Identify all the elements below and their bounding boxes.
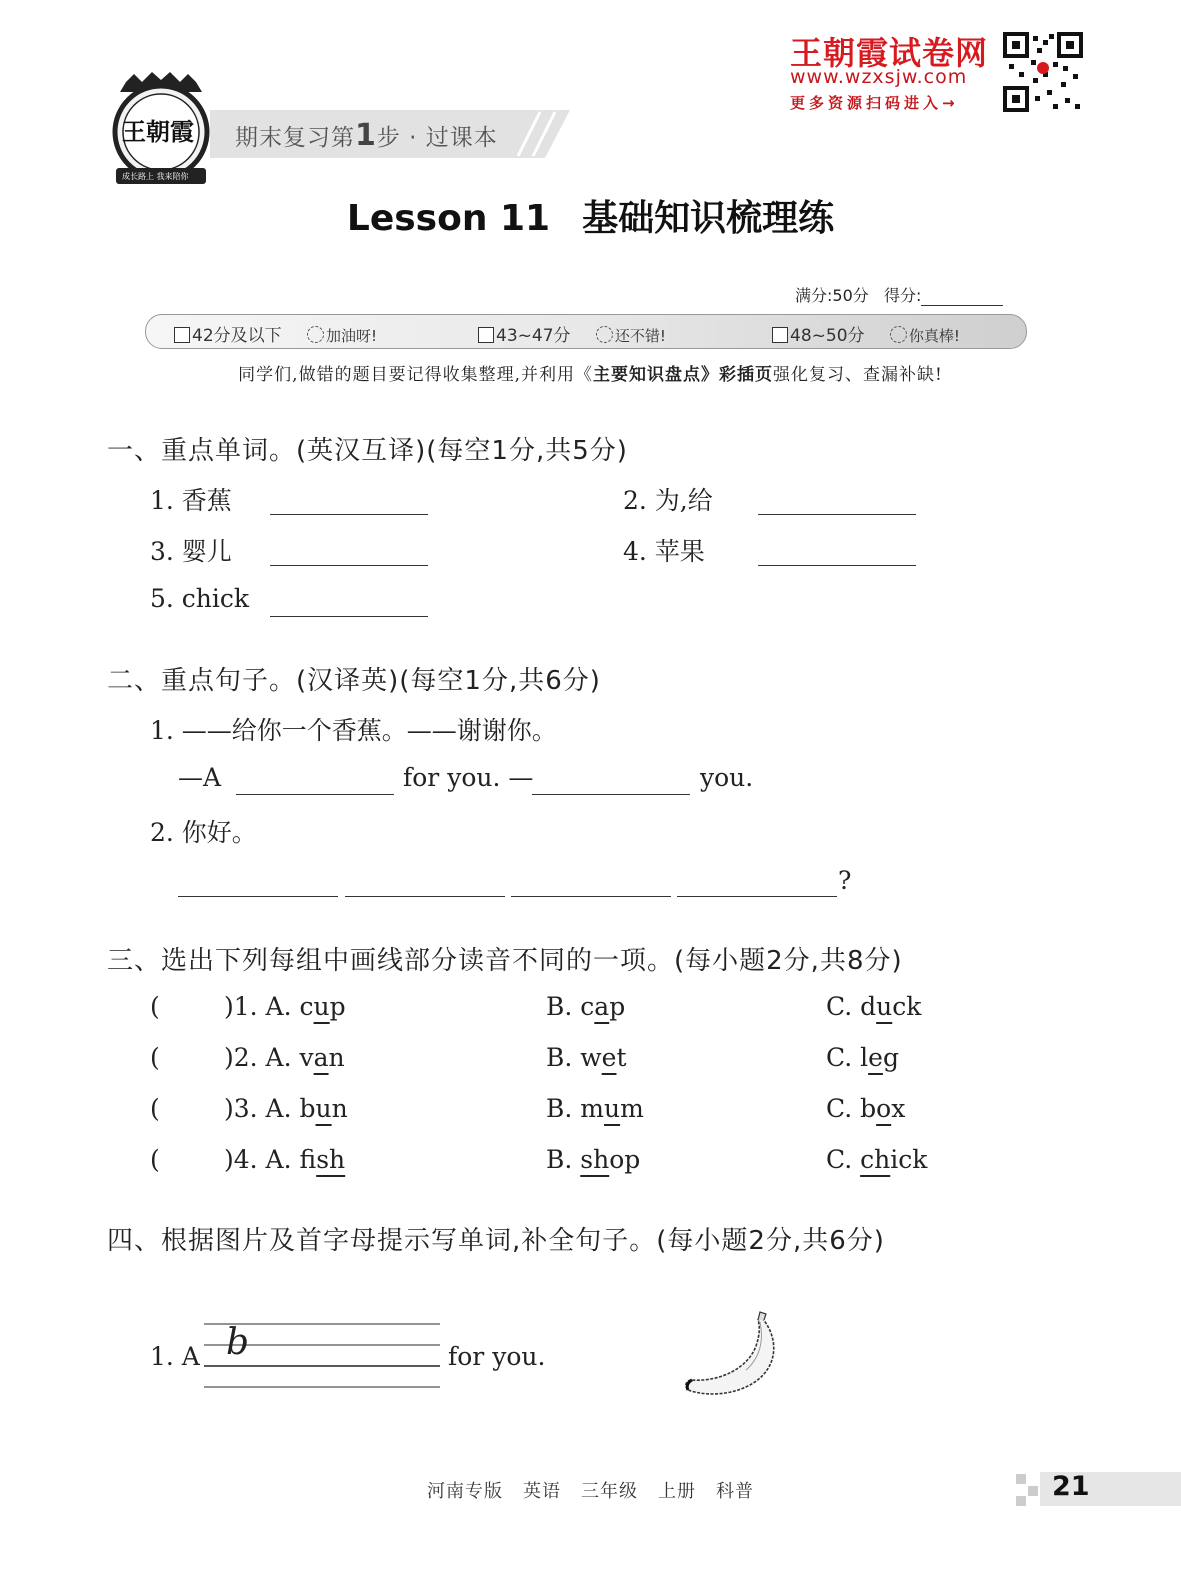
word-item: 5. chick <box>150 584 250 613</box>
corner-square <box>1016 1496 1026 1506</box>
grade-checkbox[interactable] <box>174 327 190 343</box>
logo-text: 王朝霞 <box>122 117 194 146</box>
grade-checkbox[interactable] <box>772 327 788 343</box>
grade-item: 43~47分 还不错! <box>478 321 666 346</box>
banana-icon <box>680 1310 788 1402</box>
smiley-icon <box>307 326 324 343</box>
answer-blank[interactable] <box>758 514 916 515</box>
answer-blank[interactable] <box>677 896 837 897</box>
choice-c: C. duck <box>826 992 922 1021</box>
answer-blank[interactable] <box>270 565 428 566</box>
sentence-q1-c: you. <box>700 763 754 792</box>
grade-item: 42分及以下 加油呀! <box>174 321 377 346</box>
corner-square <box>1028 1486 1038 1496</box>
grade-bar <box>145 314 1027 349</box>
lesson-title: Lesson 11 基础知识梳理练 <box>346 198 835 239</box>
answer-blank[interactable] <box>270 616 428 617</box>
step-label: 期末复习第1步 · 过课本 <box>235 118 498 153</box>
score-label: 得分: <box>884 286 922 305</box>
choice-c: C. leg <box>826 1043 899 1072</box>
qr-code-icon[interactable] <box>1003 32 1083 112</box>
word-item: 3. 婴儿 <box>150 537 232 566</box>
choice-c: C. box <box>826 1094 906 1123</box>
answer-blank[interactable] <box>345 896 505 897</box>
footer-info: 河南专版 英语 三年级 上册 科普 <box>427 1481 754 1502</box>
choice-c: C. chick <box>826 1145 928 1174</box>
brand-name: 王朝霞试卷网 <box>790 34 989 72</box>
answer-blank[interactable] <box>511 896 671 897</box>
fill-q1-prefix: 1. A <box>150 1342 200 1371</box>
smiley-icon <box>890 326 907 343</box>
answer-blank[interactable] <box>532 794 690 795</box>
grade-checkbox[interactable] <box>478 327 494 343</box>
answer-blank[interactable] <box>758 565 916 566</box>
answer-blank[interactable] <box>236 794 394 795</box>
choice-b: B. cap <box>546 992 626 1021</box>
full-score: 满分:50分 <box>795 286 869 305</box>
word-item: 1. 香蕉 <box>150 486 232 515</box>
choice-b: B. wet <box>546 1043 627 1072</box>
corner-square <box>1016 1474 1026 1484</box>
choice-row: )4. A. fish <box>224 1145 346 1174</box>
score-line <box>795 283 1003 306</box>
sentence-q1: 1. ——给你一个香蕉。——谢谢你。 <box>150 716 557 745</box>
word-item: 2. 为,给 <box>623 486 713 515</box>
choice-row: )1. A. cup <box>224 992 346 1021</box>
answer-paren[interactable]: ( <box>150 1145 160 1174</box>
smiley-icon <box>596 326 613 343</box>
word-item: 4. 苹果 <box>623 537 705 566</box>
answer-blank[interactable] <box>178 896 338 897</box>
section4-title: 四、根据图片及首字母提示写单词,补全句子。(每小题2分,共6分) <box>107 1226 885 1256</box>
sentence-q1-a: —A <box>178 763 222 792</box>
fill-q1-suffix: for you. <box>448 1342 546 1371</box>
grade-item: 48~50分 你真棒! <box>772 321 960 346</box>
choice-row: )3. A. bun <box>224 1094 348 1123</box>
hint-letter: b <box>226 1322 250 1363</box>
answer-paren[interactable]: ( <box>150 1043 160 1072</box>
score-blank[interactable] <box>921 291 1003 306</box>
brand-scan-text: 更多资源扫码进入→ <box>790 94 959 112</box>
choice-b: B. mum <box>546 1094 644 1123</box>
section1-title: 一、重点单词。(英汉互译)(每空1分,共5分) <box>107 436 628 466</box>
page-number: 21 <box>1052 1471 1090 1502</box>
choice-b: B. shop <box>546 1145 641 1174</box>
answer-paren[interactable]: ( <box>150 992 160 1021</box>
answer-blank[interactable] <box>270 514 428 515</box>
logo-motto: 成长路上 我来陪你 <box>122 172 189 181</box>
choice-row: )2. A. van <box>224 1043 345 1072</box>
question-mark: ? <box>838 866 852 895</box>
answer-paren[interactable]: ( <box>150 1094 160 1123</box>
sentence-q1-b: for you. — <box>403 763 534 792</box>
brand-url[interactable]: www.wzxsjw.com <box>790 66 968 88</box>
sentence-q2: 2. 你好。 <box>150 818 257 847</box>
section3-title: 三、选出下列每组中画线部分读音不同的一项。(每小题2分,共8分) <box>107 946 903 976</box>
section2-title: 二、重点句子。(汉译英)(每空1分,共6分) <box>107 666 601 696</box>
advice-note: 同学们,做错的题目要记得收集整理,并利用《主要知识盘点》彩插页强化复习、查漏补缺! <box>238 365 943 385</box>
